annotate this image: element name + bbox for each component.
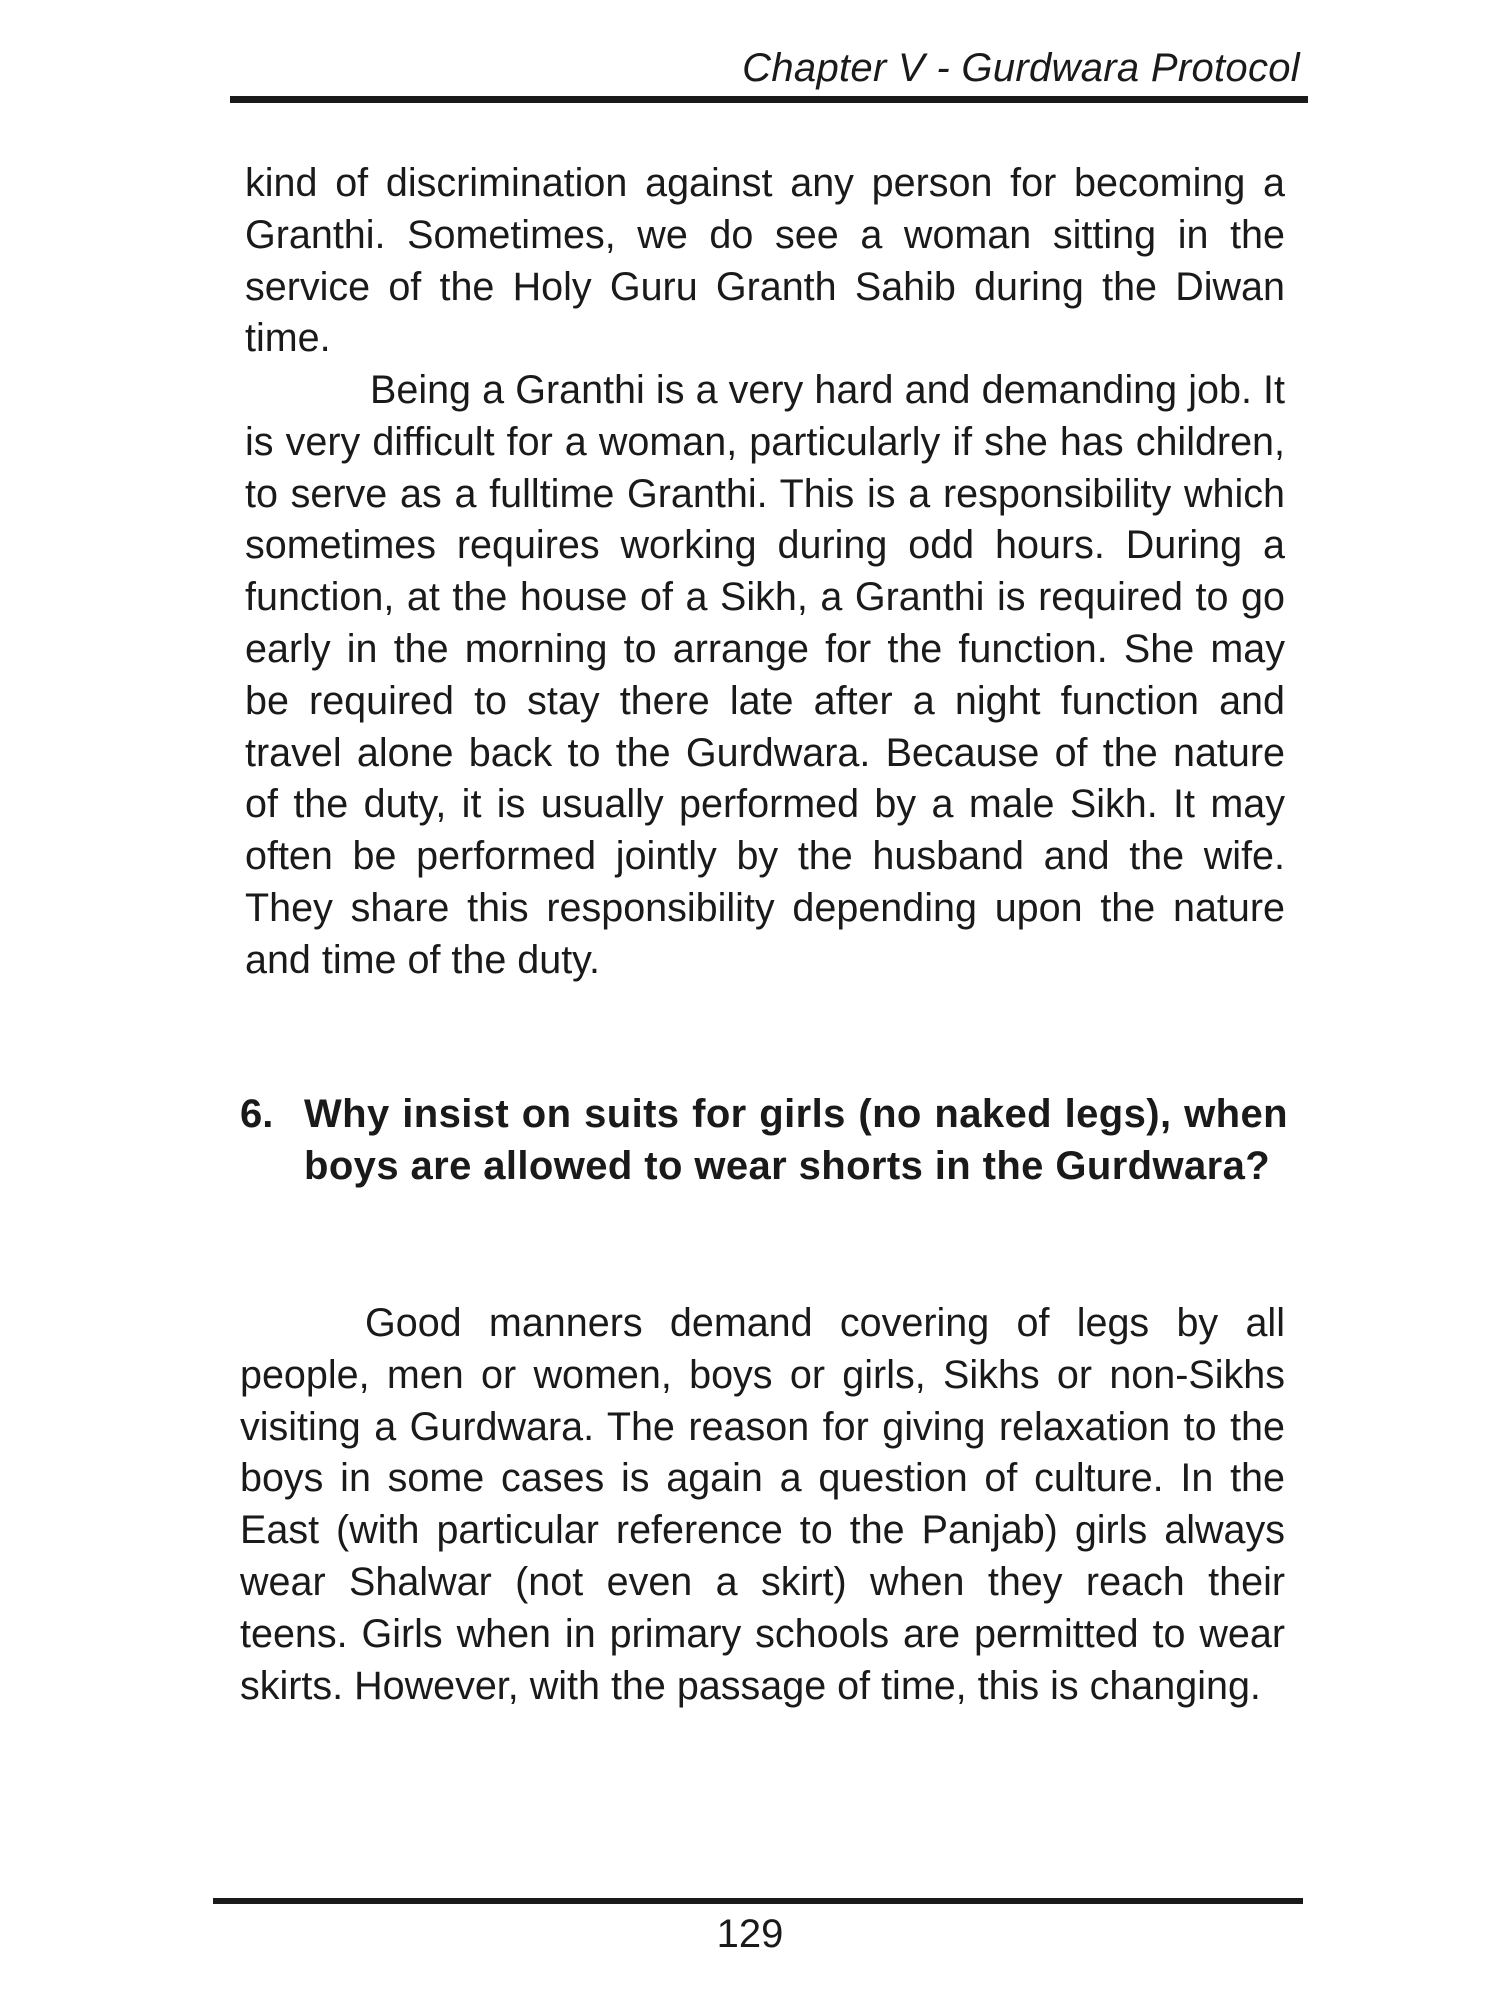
- footer-rule: [213, 1898, 1303, 1904]
- question-text: Why insist on suits for girls (no naked legs), when boys are allowed to wear shorts in the Gurdwara?: [304, 1092, 1288, 1188]
- paragraph-text: Good manners demand covering of legs by all people, men or women, boys or girls, Sikhs or non-Sikhs visiting a Gurdwara. The reason for giving relaxation to the boys in some cases is again a question of culture. In the East (with particular reference to the Panjab) girls always wear Shalwar (not even a skirt) when they reach their teens. Girls when in primary schools are permitted to wear skirts. However, with the passage of time, this is changing.: [240, 1301, 1285, 1708]
- paragraph-text: Being a Granthi is a very hard and demanding job. It is very difficult for a woman, particularly if she has children, to serve as a fulltime Granthi. This is a responsibility which sometimes requires working during odd hours. During a function, at the house of a Sikh, a Granthi is required to go early in the morning to arrange for the function. She may be required to stay there late after a night function and travel alone back to the Gurdwara. Because of the nature of the duty, it is usually performed by a male Sikh. It may often be performed jointly by the husband and the wife. They share this responsibility depending upon the nature and time of the duty.: [245, 368, 1285, 982]
- running-header: Chapter V - Gurdwara Protocol: [742, 46, 1300, 90]
- paragraph-text: kind of discrimination against any person for becoming a Granthi. Sometimes, we do see a woman sitting in the service of the Holy Guru Granth Sahib during the Diwan time.: [245, 161, 1285, 361]
- page-number: 129: [716, 1912, 784, 1956]
- question-number: 6.: [240, 1092, 274, 1136]
- question-heading: [240, 1088, 1288, 1192]
- paragraph-granthi-duty: [245, 365, 1285, 987]
- header-rule: [230, 96, 1308, 103]
- paragraph-answer: [240, 1298, 1285, 1712]
- paragraph-continuation: [245, 158, 1285, 365]
